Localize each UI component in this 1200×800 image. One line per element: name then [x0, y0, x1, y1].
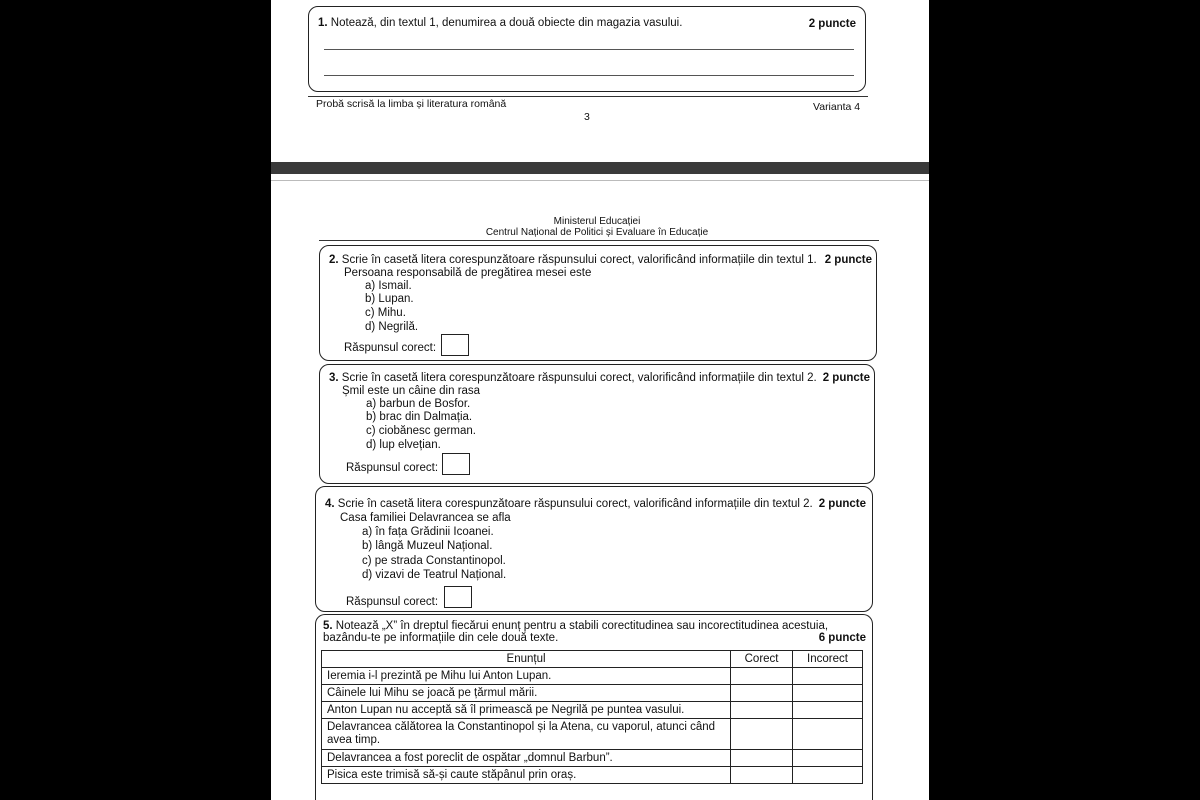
question-3-option-b: b) brac din Dalmația. [366, 411, 473, 423]
header-center: Centrul Național de Politici și Evaluare în Educație [485, 227, 709, 238]
column-header-incorrect: Incorect [793, 651, 863, 668]
statement-cell: Ieremia i-l prezintă pe Mihu lui Anton Lupan. [322, 668, 731, 685]
question-3-points: 2 puncte [822, 372, 870, 384]
column-header-correct: Corect [731, 651, 793, 668]
page-number: 3 [584, 111, 590, 123]
table-row [322, 685, 863, 702]
statement-cell: Câinele lui Mihu se joacă pe țărmul mării. [322, 685, 731, 702]
correct-cell[interactable] [731, 719, 793, 750]
question-3-stem: Șmil este un câine din rasa [342, 385, 481, 397]
correct-cell[interactable] [731, 767, 793, 784]
question-3-text: 3. Scrie în casetă litera corespunzătoare răspunsului corect, valorificând informațiile din textul 2. [329, 372, 817, 384]
question-2-stem: Persoana responsabilă de pregătirea mesei este [344, 267, 592, 279]
question-4-option-d: d) vizavi de Teatrul Național. [362, 569, 507, 581]
question-3-option-d: d) lup elvețian. [366, 439, 441, 451]
question-1-points: 2 puncte [808, 18, 856, 30]
correct-cell[interactable] [731, 685, 793, 702]
question-2-answer-label: Răspunsul corect: [344, 342, 437, 354]
answer-line-2[interactable] [324, 75, 854, 76]
table-row [322, 702, 863, 719]
answer-line-1[interactable] [324, 49, 854, 50]
exam-page-top [271, 0, 929, 162]
statement-cell: Delavrancea călătorea la Constantinopol și la Atena, cu vaporul, atunci când avea timp. [322, 719, 731, 750]
question-4-option-c: c) pe strada Constantinopol. [362, 555, 506, 567]
correct-cell[interactable] [731, 668, 793, 685]
question-4-text: 4. Scrie în casetă litera corespunzătoare răspunsului corect, valorificând informațiile din textul 2. [325, 498, 813, 510]
exam-page-bottom [271, 174, 929, 800]
table-row [322, 719, 863, 750]
incorrect-cell[interactable] [793, 750, 863, 767]
question-2-answer-box[interactable] [441, 334, 469, 356]
question-3-option-a: a) barbun de Bosfor. [366, 398, 471, 410]
question-4-box [315, 486, 873, 612]
question-5-points: 6 puncte [818, 632, 866, 644]
question-3-answer-box[interactable] [442, 453, 470, 475]
table-header-row [322, 651, 863, 668]
footer-right: Varianta 4 [813, 101, 861, 113]
question-2-points: 2 puncte [824, 254, 872, 266]
question-5-box [315, 614, 873, 800]
scan-line [271, 180, 929, 181]
question-4-option-a: a) în fața Grădinii Icoanei. [362, 526, 494, 538]
incorrect-cell[interactable] [793, 702, 863, 719]
question-2-option-d: d) Negrilă. [365, 321, 419, 333]
question-5-text-line2: bazându-te pe informațiile din cele două texte. [323, 632, 559, 644]
incorrect-cell[interactable] [793, 668, 863, 685]
question-3-box [319, 364, 875, 484]
correct-cell[interactable] [731, 750, 793, 767]
correct-cell[interactable] [731, 702, 793, 719]
statements-table [321, 650, 863, 784]
question-1-text: 1. Notează, din textul 1, denumirea a două obiecte din magazia vasului. [318, 17, 683, 29]
question-4-answer-label: Răspunsul corect: [346, 596, 439, 608]
table-row [322, 750, 863, 767]
question-2-option-b: b) Lupan. [365, 293, 414, 305]
question-3-option-c: c) ciobănesc german. [366, 425, 476, 437]
question-2-box [319, 245, 877, 361]
question-3-answer-label: Răspunsul corect: [346, 462, 439, 474]
question-4-option-b: b) lângă Muzeul Național. [362, 540, 493, 552]
incorrect-cell[interactable] [793, 767, 863, 784]
question-2-option-a: a) Ismail. [365, 280, 412, 292]
question-4-answer-box[interactable] [444, 586, 472, 608]
header-rule [319, 240, 879, 241]
page-separator [271, 162, 929, 174]
incorrect-cell[interactable] [793, 719, 863, 750]
table-row [322, 668, 863, 685]
column-header-statement: Enunțul [322, 651, 731, 668]
question-4-points: 2 puncte [818, 498, 866, 510]
question-4-stem: Casa familiei Delavrancea se afla [340, 512, 511, 524]
question-2-option-c: c) Mihu. [365, 307, 406, 319]
table-row [322, 767, 863, 784]
incorrect-cell[interactable] [793, 685, 863, 702]
question-5-text-line1: 5. Notează „X” în dreptul fiecărui enunț pentru a stabili corectitudinea sau incorectitudinea acestuia, [323, 620, 829, 632]
footer-left: Probă scrisă la limba și literatura română [316, 98, 507, 110]
statement-cell: Delavrancea a fost poreclit de ospătar „domnul Barbun”. [322, 750, 731, 767]
footer-rule [308, 96, 868, 97]
question-1-box [308, 6, 866, 92]
statement-cell: Pisica este trimisă să-și caute stăpânul prin oraș. [322, 767, 731, 784]
header-ministry: Ministerul Educației [553, 216, 641, 227]
question-2-text: 2. Scrie în casetă litera corespunzătoare răspunsului corect, valorificând informațiile din textul 1. [329, 254, 817, 266]
statement-cell: Anton Lupan nu acceptă să îl primească pe Negrilă pe puntea vasului. [322, 702, 731, 719]
